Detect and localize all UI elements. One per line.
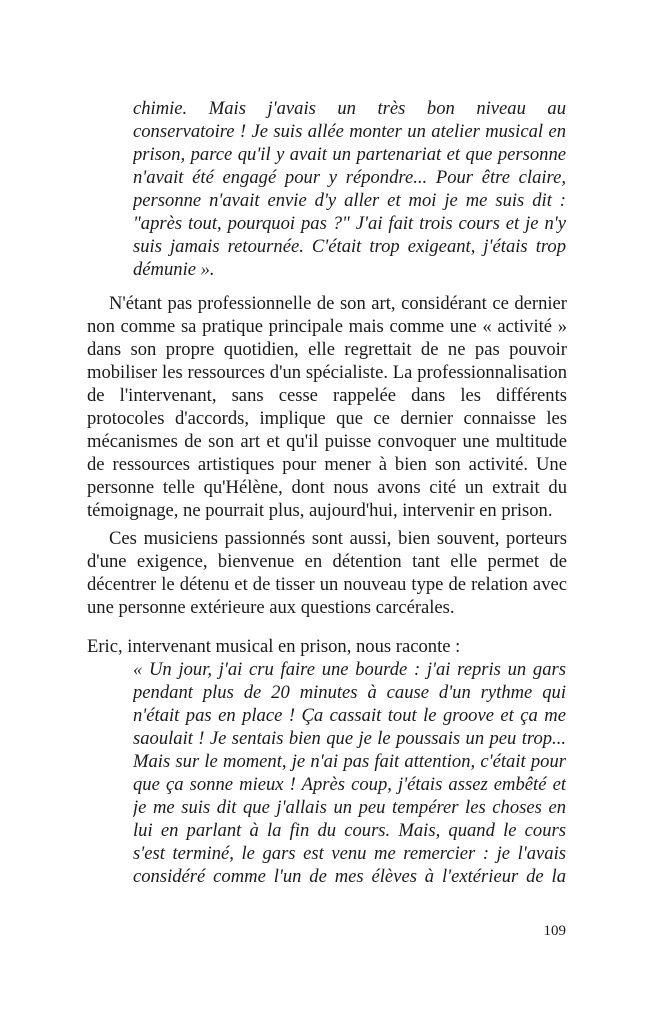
quote-block-helene: [133, 97, 566, 281]
text-line: Eric, intervenant musical en prison, nous raconte :: [87, 636, 461, 657]
text-line: conservatoire ! Je suis allée monter un atelier musical en: [133, 121, 566, 142]
text-line: une personne extérieure aux questions carcérales.: [87, 597, 455, 618]
text-line: dans son propre quotidien, elle regrettait de ne pas pouvoir: [87, 339, 567, 360]
text-line: non comme sa pratique principale mais comme une « activité »: [87, 316, 567, 337]
text-line: personne telle qu'Hélène, dont nous avons cité un extrait du: [87, 477, 567, 498]
text-line: Mais sur le moment, je n'ai pas fait attention, c'était pour: [133, 751, 566, 772]
body-paragraph-eric-intro: [87, 635, 567, 658]
text-line: mécanismes de son art et qu'il puisse convoquer une multitude: [87, 431, 567, 452]
text-line: s'est terminé, le gars est venu me remercier : je l'avais: [133, 843, 566, 864]
text-line: saoulait ! Je sentais bien que je le poussais un peu trop...: [133, 728, 566, 749]
text-line: "après tout, pourquoi pas ?" J'ai fait trois cours et je n'y: [133, 213, 566, 234]
text-line: N'étant pas professionnelle de son art, considérant ce dernier: [109, 293, 567, 314]
text-line: démunie ».: [133, 259, 215, 280]
body-paragraph-musicians: [87, 527, 567, 619]
text-line: de ressources artistiques pour mener à bien son activité. Une: [87, 454, 567, 475]
text-line: Ces musiciens passionnés sont aussi, bien souvent, porteurs: [109, 528, 567, 549]
text-line: n'avait été engagé pour y répondre... Pour être claire,: [133, 167, 566, 188]
text-line: considéré comme l'un de mes élèves à l'extérieur de la: [133, 866, 566, 887]
text-line: chimie. Mais j'avais un très bon niveau au: [133, 98, 566, 119]
text-line: je me suis dit que j'allais un peu tempérer les choses en: [133, 797, 566, 818]
quote-block-eric: [133, 658, 566, 888]
text-line: d'une exigence, bienvenue en détention tant elle permet de: [87, 551, 567, 572]
text-line: témoignage, ne pourrait plus, aujourd'hui, intervenir en prison.: [87, 500, 553, 521]
text-line: n'était pas en place ! Ça cassait tout le groove et ça me: [133, 705, 566, 726]
text-line: de l'intervenant, sans cesse rappelée dans les différents: [87, 385, 567, 406]
text-line: lui en parlant à la fin du cours. Mais, quand le cours: [133, 820, 566, 841]
text-line: pendant plus de 20 minutes à cause d'un rythme qui: [133, 682, 566, 703]
text-line: décentrer le détenu et de tisser un nouveau type de relation avec: [87, 574, 567, 595]
text-line: prison, parce qu'il y avait un partenariat et que personne: [133, 144, 566, 165]
text-line: personne n'avait envie d'y aller et moi je me suis dit :: [133, 190, 566, 211]
body-paragraph-professionalisation: [87, 292, 567, 522]
text-line: « Un jour, j'ai cru faire une bourde : j'ai repris un gars: [133, 659, 566, 680]
page-number: 109: [543, 923, 566, 939]
text-line: suis jamais retournée. C'était trop exigeant, j'étais trop: [133, 236, 566, 257]
text-line: protocoles d'accords, implique que ce dernier connaisse les: [87, 408, 567, 429]
text-line: mobiliser les ressources d'un spécialiste. La professionnalisation: [87, 362, 567, 383]
text-line: que ça sonne mieux ! Après coup, j'étais assez embêté et: [133, 774, 566, 795]
